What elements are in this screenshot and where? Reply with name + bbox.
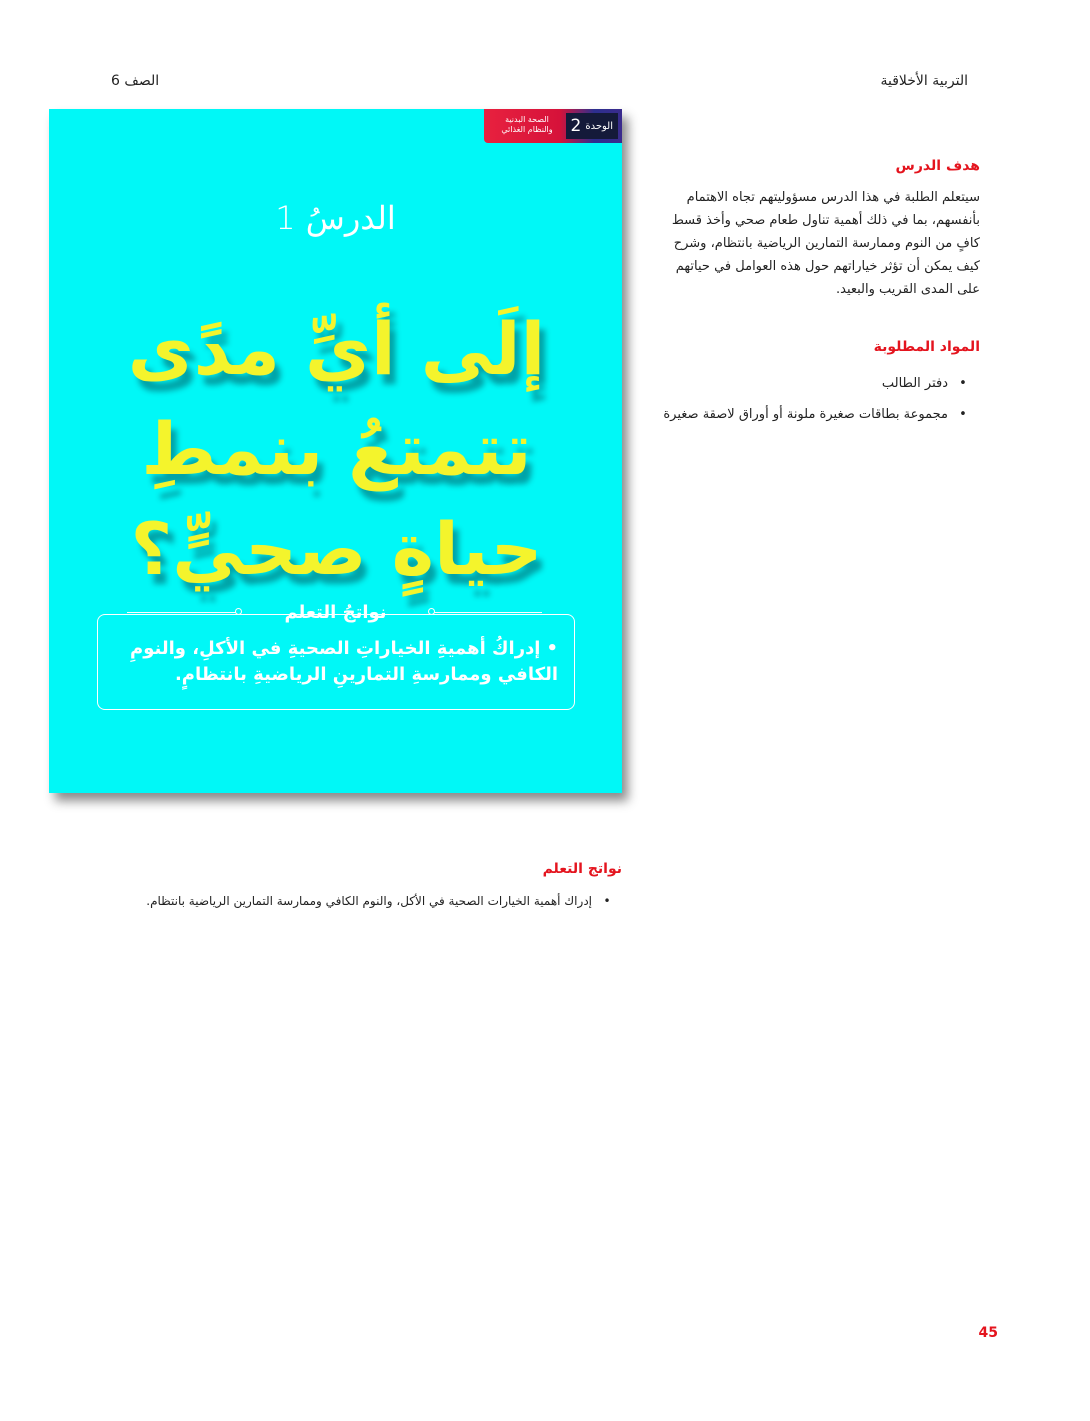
lesson-number: الدرسُ 1 [275,199,396,237]
materials-title: المواد المطلوبة [873,339,980,355]
cover-title [109,299,564,599]
unit-badge [484,109,622,143]
unit-label: الوحدة [585,120,613,132]
materials-list [648,368,978,430]
lesson-cover [49,109,622,793]
unit-number-box [566,113,619,139]
page-number: 45 [978,1325,998,1341]
unit-number: 2 [570,116,582,136]
header-subject: التربية الأخلاقية [880,73,968,89]
goal-title: هدف الدرس [895,158,980,174]
header-grade: الصف 6 [111,73,160,89]
outcomes-item [102,894,622,908]
unit-name-line1: الصحة البدنية [505,115,549,124]
cover-outcomes-heading: نواتجُ التعلم [284,602,387,623]
unit-name [490,115,564,135]
outcomes-title: نواتج التعلم [542,861,622,877]
bullet-icon: • [603,894,611,908]
cover-outcome-text: إدراكُ أهميةِ الخياراتِ الصحيةِ في الأكلِ، والنومِ الكافي وممارسةِ التمارينِ الرياضيةِ بانتظامٍ. [130,638,558,685]
cover-outcome-item [118,636,558,688]
goal-text: سيتعلم الطلبة في هذا الدرس مسؤوليتهم تجاه الاهتمام بأنفسهم، بما في ذلك أهمية تناول طعام صحي وأخذ قسط كافٍ من النوم وممارسة التمارين الرياضية بانتظام، وشرح كيف يمكن أن تؤثر خياراتهم حول هذه العوامل في حياتهم على المدى القريب والبعيد. [671,190,980,297]
bullet-icon: • [546,638,558,659]
unit-name-line2: والنظام الغذائي [501,125,553,134]
cover-title-line3: حياةٍ صحيٍّ؟ [130,507,543,591]
cover-title-line1: إلَى أيِّ مدًى [127,307,546,391]
outcomes-item-text: إدراك أهمية الخيارات الصحية في الأكل، والنوم الكافي وممارسة التمارين الرياضية بانتظام. [146,894,592,908]
cover-title-line2: تتمتعُ بنمطِ [141,407,532,491]
list-item: • دفتر الطالب [648,368,978,399]
list-item: • مجموعة بطاقات صغيرة ملونة أو أوراق لاصقة صغيرة [648,399,978,430]
